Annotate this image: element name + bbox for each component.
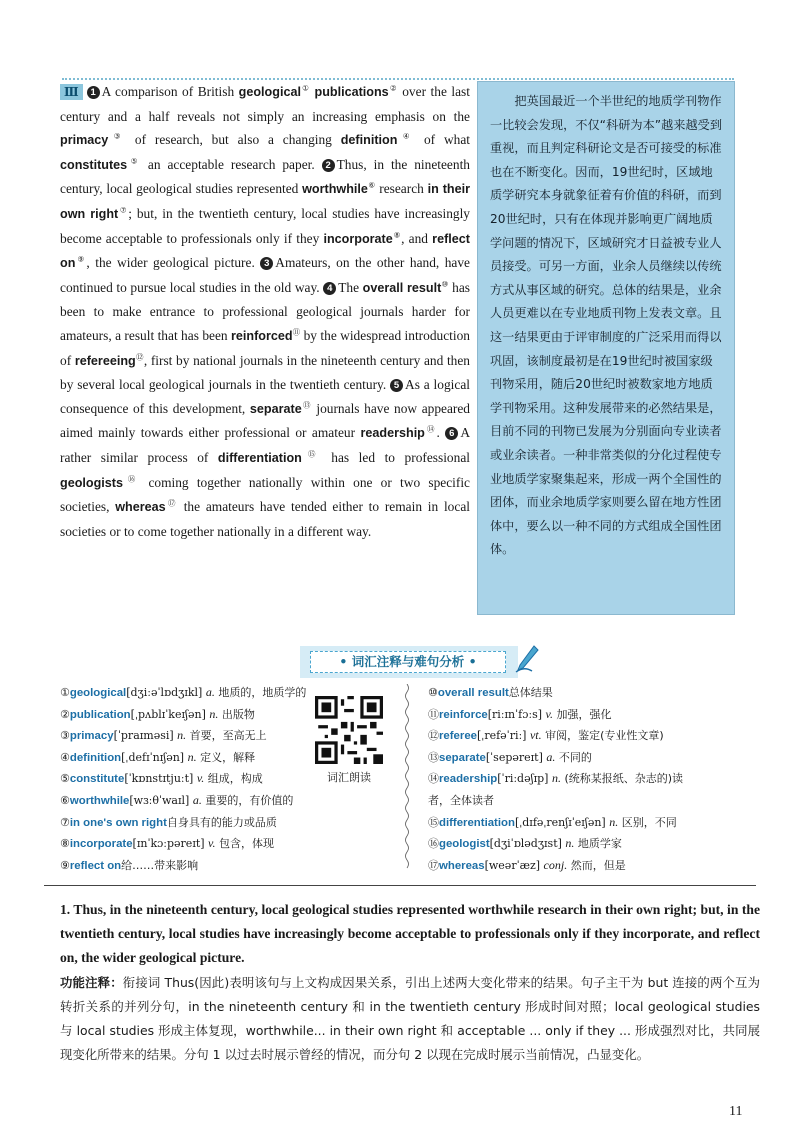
vocab-word: readership bbox=[439, 773, 498, 786]
vocab-meaning: 区别，不同 bbox=[621, 815, 677, 829]
vocab-phonetic: [wɜːθˈwaɪl] bbox=[129, 793, 190, 807]
vocab-pos: n. bbox=[187, 749, 197, 764]
passage-text: by the widespread introduction of bbox=[60, 327, 470, 368]
key-term: in their own right bbox=[60, 182, 471, 221]
vocab-word: separate bbox=[439, 751, 486, 764]
vocab-phonetic: [ˈkɒnstɪtjuːt] bbox=[124, 772, 194, 786]
passage-text: has led to professional bbox=[321, 449, 470, 465]
vocab-entry bbox=[428, 704, 758, 726]
vocab-word: worthwhile bbox=[69, 794, 130, 807]
analysis-body bbox=[60, 971, 760, 1066]
footnote-marker: ⑫ bbox=[135, 352, 144, 362]
binding-divider bbox=[404, 684, 410, 872]
vocab-meaning: 总体结果 bbox=[508, 686, 553, 699]
passage-text: has been to make entrance to professional geological journals harder for amateurs, a result that has been bbox=[60, 279, 470, 343]
vocab-meaning: 组成，构成 bbox=[207, 772, 263, 786]
pen-icon bbox=[514, 644, 540, 674]
passage-text: A comparison of British bbox=[101, 84, 239, 99]
passage-text: coming together nationally within one or two specific societies, bbox=[60, 474, 470, 515]
footnote-marker: ① bbox=[300, 83, 310, 93]
vocab-meaning: 重要的，有价值的 bbox=[205, 793, 294, 807]
vocab-word: reinforce bbox=[439, 708, 488, 721]
page-number: 11 bbox=[729, 1104, 743, 1119]
vocab-meaning: (统称某报纸、杂志的)读 bbox=[564, 772, 684, 786]
sentence-number-icon: 4 bbox=[323, 282, 336, 295]
vocab-word: primacy bbox=[69, 730, 114, 743]
passage-text: ; but, in the twentieth century, local studies have increasingly become acceptable to professionals only if they bbox=[60, 205, 471, 246]
vocab-phonetic: [riːɪnˈfɔːs] bbox=[487, 707, 543, 721]
passage-text: , the wider geological picture. bbox=[86, 255, 261, 271]
sentence-number-icon: 6 bbox=[445, 427, 458, 440]
vocab-meaning: 包含，体现 bbox=[218, 837, 274, 851]
vocab-pos: a. bbox=[546, 749, 556, 764]
analysis-sentence: 1. Thus, in the nineteenth century, local geological studies represented worthwhile research in their own right; but, in the twentieth century, local studies have increasingly become acceptable to professionals only if they incorporate, and reflect on, the wider geological picture. bbox=[60, 902, 760, 965]
vocab-section-banner: • 词汇注释与难句分析 • bbox=[310, 651, 506, 673]
vocab-number: ⑥ bbox=[60, 793, 70, 807]
footnote-marker: ⑬ bbox=[301, 400, 312, 410]
vocab-number: ② bbox=[60, 707, 70, 721]
vocab-pos: vt. bbox=[529, 728, 542, 743]
footnote-marker: ⑮ bbox=[301, 449, 322, 459]
vocab-pos: a. bbox=[192, 792, 202, 807]
vocab-word: in one's own right bbox=[69, 816, 167, 829]
vocab-entry bbox=[428, 833, 758, 855]
key-term: primacy bbox=[60, 133, 109, 148]
vocab-number: ⑪ bbox=[428, 707, 439, 721]
passage-text: the amateurs have tended either to remain in local societies or to come together nationally in a different way. bbox=[60, 499, 470, 539]
analysis-label: 功能注释： bbox=[60, 975, 123, 991]
footnote-marker: ⑩ bbox=[441, 279, 449, 289]
key-term: separate bbox=[249, 401, 302, 416]
passage-text: , first by national journals in the nineteenth century and then by several local geological journals in the twentieth century. bbox=[60, 352, 470, 393]
vocab-meaning: 定义，解释 bbox=[200, 750, 256, 764]
passage-text: , and bbox=[401, 230, 433, 246]
vocab-entry bbox=[428, 855, 758, 877]
passage-text: The bbox=[338, 279, 363, 295]
vocab-number: ⑨ bbox=[60, 858, 70, 872]
vocab-entry bbox=[428, 768, 758, 790]
vocab-phonetic: [ˈsepəreɪt] bbox=[485, 750, 543, 764]
vocab-entry bbox=[428, 790, 758, 812]
footnote-marker: ③ bbox=[108, 131, 127, 141]
vocab-meaning: 地质学家 bbox=[577, 837, 622, 851]
footnote-marker: ⑥ bbox=[367, 180, 376, 190]
passage-text: of research, but also a changing bbox=[126, 132, 341, 148]
key-term: definition bbox=[340, 133, 398, 148]
passage-text: an acceptable research paper. bbox=[141, 156, 322, 172]
vocab-pos: a. bbox=[205, 685, 215, 699]
footnote-marker: ⑧ bbox=[392, 230, 402, 240]
vocab-entry bbox=[428, 747, 758, 769]
footnote-marker: ④ bbox=[397, 131, 416, 141]
vocab-entry bbox=[428, 682, 758, 704]
footnote-marker: ⑨ bbox=[75, 254, 87, 264]
passage-text: of what bbox=[415, 132, 470, 148]
vocab-pos: n. bbox=[177, 728, 187, 743]
vocab-pos: v. bbox=[196, 771, 205, 786]
key-term: constitutes bbox=[60, 157, 128, 172]
vocab-list-left bbox=[60, 682, 310, 876]
vocab-pos: n. bbox=[609, 814, 619, 829]
key-term: reinforced bbox=[231, 328, 293, 343]
vocab-entry bbox=[60, 812, 310, 834]
vocab-entry bbox=[428, 725, 758, 747]
analysis-text: 衔接词 Thus(因此)表明该句与上文构成因果关系，引出上述两大变化带来的结果。句子主干为 but 连接的两个互为转折关系的并列分句，in the nineteenth century 和 in the twentieth century 形成时间对照；local geological studies 与 local studies 形成主体复现，worthwhile... in their own right 和 acceptable ... only if they ... 形成强烈对比，共同展现变化所带来的结果。分句 1 以过去时展示曾经的情况，而分句 2 以现在完成时展示当前情况，凸显变化。 bbox=[60, 975, 761, 1062]
vocab-word: geologist bbox=[439, 838, 490, 851]
vocab-word: reflect on bbox=[69, 859, 122, 872]
key-term: refereeing bbox=[74, 353, 136, 368]
vocab-phonetic: [dʒiˈɒlədʒɪst] bbox=[489, 837, 562, 851]
footnote-marker: ⑤ bbox=[127, 156, 142, 166]
vocab-word: referee bbox=[439, 730, 477, 743]
passage-text: journals have now appeared aimed mainly towards either professional or amateur bbox=[60, 400, 471, 441]
vocab-number: ③ bbox=[60, 729, 70, 743]
vocab-meaning: 审阅，鉴定(专业性文章) bbox=[545, 729, 664, 743]
vocab-meaning: 自身具有的能力或品质 bbox=[166, 815, 277, 829]
vocab-phonetic: [weərˈæz] bbox=[484, 858, 541, 872]
key-term: reflect on bbox=[60, 231, 470, 271]
vocab-entry bbox=[60, 790, 310, 812]
vocab-list-right bbox=[428, 682, 758, 876]
footnote-marker: ⑰ bbox=[165, 498, 178, 508]
reading-passage bbox=[60, 80, 470, 543]
vocab-meaning: 者，全体读者 bbox=[428, 793, 494, 807]
vocab-word: constitute bbox=[69, 773, 125, 786]
vocab-entry bbox=[60, 682, 310, 704]
vocab-pos: n. bbox=[565, 836, 575, 851]
vocab-pos: v. bbox=[545, 706, 553, 721]
key-term: incorporate bbox=[323, 231, 393, 246]
passage-text: As a logical consequence of this development, bbox=[60, 377, 470, 416]
key-term: geological bbox=[238, 85, 301, 99]
section-divider bbox=[44, 885, 756, 886]
vocab-meaning: 出版物 bbox=[221, 707, 255, 721]
vocab-phonetic: [ˌpʌblɪˈkeɪʃən] bbox=[130, 707, 206, 721]
vocab-word: differentiation bbox=[439, 816, 515, 829]
footnote-marker: ② bbox=[388, 83, 398, 93]
passage-text: over the last century and a half reveals not simply an increasing emphasis on the bbox=[60, 84, 470, 124]
vocab-meaning: 加强，强化 bbox=[556, 707, 612, 721]
key-term: readership bbox=[360, 426, 425, 441]
footnote-marker: ⑪ bbox=[292, 327, 301, 337]
vocab-word: overall result bbox=[437, 687, 509, 699]
vocab-phonetic: [ˌdefɪˈnɪʃən] bbox=[121, 750, 185, 764]
vocab-word: definition bbox=[69, 751, 122, 764]
vocab-number: ⑩ bbox=[428, 686, 438, 699]
vocab-number: ⑫ bbox=[428, 729, 439, 743]
vocab-entry bbox=[60, 704, 310, 726]
qr-caption: 词汇朗读 bbox=[327, 771, 371, 784]
footnote-marker: ⑯ bbox=[122, 474, 141, 484]
vocab-meaning: 地质的，地质学的 bbox=[218, 686, 307, 699]
sentence-number-icon: 1 bbox=[87, 86, 100, 99]
sentence-analysis bbox=[60, 898, 760, 1067]
passage-text: Amateurs, on the other hand, have continued to pursue local studies in the old way. bbox=[60, 255, 471, 295]
key-term: whereas bbox=[115, 500, 166, 515]
vocab-entry bbox=[60, 747, 310, 769]
sentence-number-icon: 5 bbox=[390, 379, 403, 392]
footnote-marker: ⑦ bbox=[118, 205, 129, 215]
vocab-number: ⑭ bbox=[428, 772, 439, 786]
passage-text: Thus, in the nineteenth century, local geological studies represented bbox=[60, 156, 470, 197]
vocab-word: whereas bbox=[439, 859, 485, 872]
vocab-pos: conj. bbox=[543, 857, 568, 872]
sentence-number-icon: 2 bbox=[322, 159, 335, 172]
sentence-number-icon: 3 bbox=[260, 257, 273, 270]
vocab-number: ① bbox=[60, 686, 70, 699]
vocab-phonetic: [ˈriːdəʃɪp] bbox=[497, 772, 549, 786]
key-term: overall result bbox=[362, 280, 442, 295]
vocab-number: ④ bbox=[60, 750, 70, 764]
vocab-number: ⑦ bbox=[60, 815, 70, 829]
vocab-entry bbox=[60, 768, 310, 790]
vocab-phonetic: [ɪnˈkɔːpəreɪt] bbox=[132, 837, 205, 851]
translation-text: 把英国最近一个半世纪的地质学刊物作一比较会发现，不仅“科研为本”越来越受到重视，而且判定科研论文是否可接受的标准也在不断变化。因而，19世纪时，区域地质学研究本身就象征着有价值的科研，而到20世纪时，只有在体现并影响更广阔地质学问题的情况下，区域研究才日益被专业人员接受。可另一方面，业余人员继续以传统方式从事区域的研究。总体的结果是，业余人员更难以在专业地质刊物上发表文章。且这一结果更由于评审制度的广泛采用而得以巩固，该制度最初是在19世纪时被国家级刊物采用，随后20世纪时被数家地方地质学刊物采用。这种发展带来的必然结果是，目前不同的刊物已发展为分别面向专业读者或业余读者。一种非常类似的分化过程使专业地质学家聚集起来，形成一两个全国性的团体，而业余地质学家则要么留在地方性团体中，要么以一种不同的方式组成全国性团体。 bbox=[490, 94, 723, 557]
vocab-number: ⑰ bbox=[428, 858, 439, 872]
vocab-phonetic: [dʒiːəˈlɒdʒɪkl] bbox=[126, 686, 203, 699]
vocab-meaning: 首要，至高无上 bbox=[189, 729, 267, 743]
passage-text: . bbox=[436, 425, 446, 441]
passage-text: A rather similar process of bbox=[60, 425, 470, 465]
vocab-phonetic: [ˈpraɪməsi] bbox=[113, 729, 174, 743]
vocab-meaning: 不同的 bbox=[558, 750, 592, 764]
vocab-entry bbox=[428, 812, 758, 834]
vocab-number: ⑮ bbox=[428, 815, 439, 829]
key-term: geologists bbox=[60, 475, 123, 490]
key-term: publications bbox=[314, 85, 389, 99]
vocab-pos: n. bbox=[551, 771, 561, 786]
key-term: worthwhile bbox=[302, 182, 368, 197]
qr-code-icon[interactable] bbox=[315, 696, 383, 764]
vocab-number: ⑧ bbox=[60, 837, 70, 851]
vocab-entry bbox=[60, 725, 310, 747]
footnote-marker: ⑭ bbox=[424, 424, 437, 434]
vocab-pos: n. bbox=[209, 706, 219, 721]
vocab-entry bbox=[60, 855, 310, 877]
key-term: differentiation bbox=[217, 450, 302, 465]
section-label: Ⅲ bbox=[60, 84, 83, 100]
vocab-number: ⑤ bbox=[60, 772, 70, 786]
vocab-meaning: 然而，但是 bbox=[570, 858, 626, 872]
vocab-word: publication bbox=[69, 708, 131, 721]
vocab-pos: v. bbox=[208, 836, 216, 851]
vocab-number: ⑯ bbox=[428, 837, 439, 851]
vocab-entry bbox=[60, 833, 310, 855]
vocab-number: ⑬ bbox=[428, 750, 439, 764]
vocab-meaning: 给……带来影响 bbox=[121, 858, 199, 872]
vocab-phonetic: [ˌrefəˈriː] bbox=[477, 729, 527, 743]
vocab-phonetic: [ˌdɪfəˌrenʃɪˈeɪʃən] bbox=[514, 815, 606, 829]
vocab-word: geological bbox=[69, 687, 127, 699]
translation-box bbox=[477, 81, 735, 615]
vocab-word: incorporate bbox=[69, 838, 133, 851]
passage-text: research bbox=[375, 181, 428, 197]
